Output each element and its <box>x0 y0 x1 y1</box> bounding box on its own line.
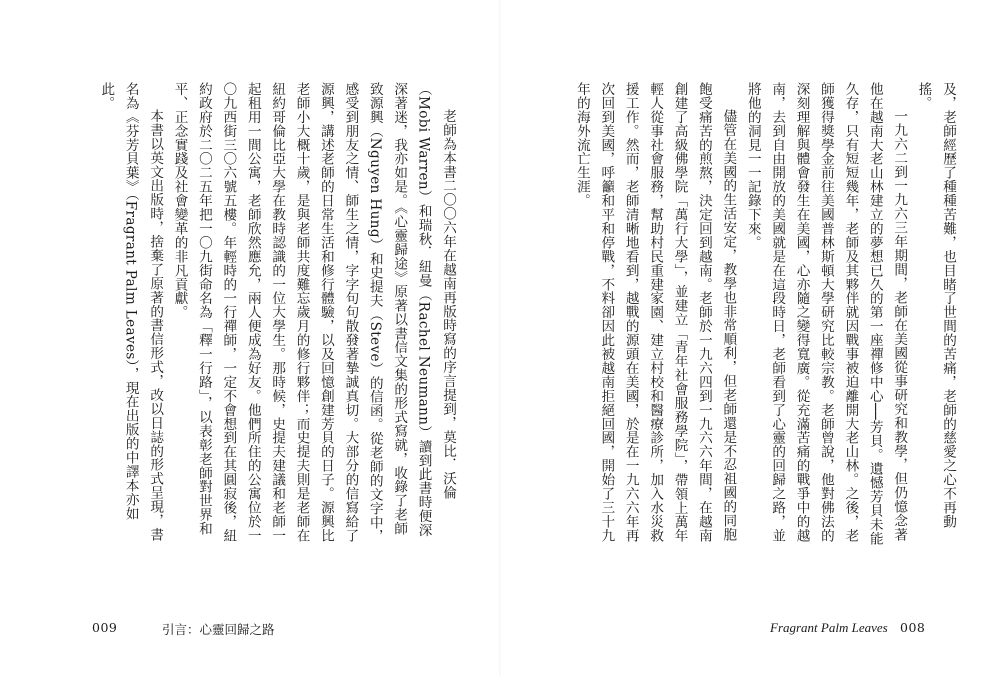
right-paragraph-2: 一九六二到一九六三年期間，老師在美國從事研究和教學，但仍憶念著他在越南大老山林建立的夢想已久的第一座禪修中心──芳貝。遺憾芳貝未能久存，只有短短幾年，老師及其夥伴就因戰事被迫離開大老山林。之後，老師獲得獎學金前往美國普林斯頓大學研究比較宗教。老師曾說，他對佛法的深刻理解與體會發生在美國，心亦隨之變得寬廣。從充滿苦痛的戰爭中的越南，去到自由開放的美國就是在這段時日，老師看到了心靈的回歸之路，並將他的洞見一一記錄下來。 <box>744 82 908 546</box>
left-paragraph-2: 本書以英文出版時，捨棄了原著的書信形式，改以日誌的形式呈現，書名為《芬芳貝葉》（Fragrant Palm Leaves），現在出版的中譯本亦如此。 <box>98 82 164 542</box>
right-paragraph-1: 及，老師經歷了種種苦難，也目睹了世間的苦痛，老師的慈愛之心不再動搖。 <box>915 82 956 529</box>
right-page-text <box>572 82 960 548</box>
left-paragraph-1: 老師為本書二〇〇六年在越南再版時寫的序言提到，莫比．沃倫（Mobi Warren）和瑞秋．紐曼（Rachel Neumann）讀到此書時便深深著迷，我亦如是。《心靈歸途》原著以書信文集的形式寫就，收錄了老師致源興（Nguyen Hung）和史提夫（Steve）的信函。從老師的文字中，感受到朋友之情、師生之情，字字句句散發著摯誠真切。大部分的信寫給了源興，講述老師的日常生活和修行體驗，以及回憶創建芳貝的日子。源興比老師小大概十歲，是與老師共度難忘歲月的修行夥伴；而史提夫則是老師在紐約哥倫比亞大學在教時認識的一位大學生。那時候，史提夫建議和老師一起租用一間公寓，老師欣然應允，兩人便成為好友。他們所住的公寓位於一〇九西街三〇六號五樓。年輕時的一行禪師，一定不會想到在其圓寂後，紐約政府於二〇二五年把一〇九街命名為「釋一行路」，以表彰老師對世界和平、正念實踐及社會變革的非凡貢獻。 <box>171 82 456 544</box>
left-running-title: 引言：心靈回歸之路 <box>162 622 275 637</box>
right-running-title: Fragrant Palm Leaves <box>770 620 888 635</box>
right-page-number: 008 <box>900 620 926 635</box>
left-page-text <box>80 82 460 548</box>
left-page-number: 009 <box>92 620 118 635</box>
right-page <box>500 0 1000 676</box>
right-paragraph-3: 儘管在美國的生活安定，教學也非常順利，但老師還是不忍祖國的同胞飽受痛苦的煎熬，決定回到越南。老師於一九六四到一九六六年間，在越南創建了高級佛學院「萬行大學」，並建立「青年社會服務學院」，帶領上萬年輕人從事社會服務，幫助村民重建家園、建立村校和醫療診所，加入水災救援工作。然而，老師清晰地看到，越戰的源頭在美國，於是在一九六六年再次回到美國，呼籲和平和停戰，不料卻因此被越南拒絕回國，開始了三十九年的海外流亡生涯。 <box>573 82 737 543</box>
